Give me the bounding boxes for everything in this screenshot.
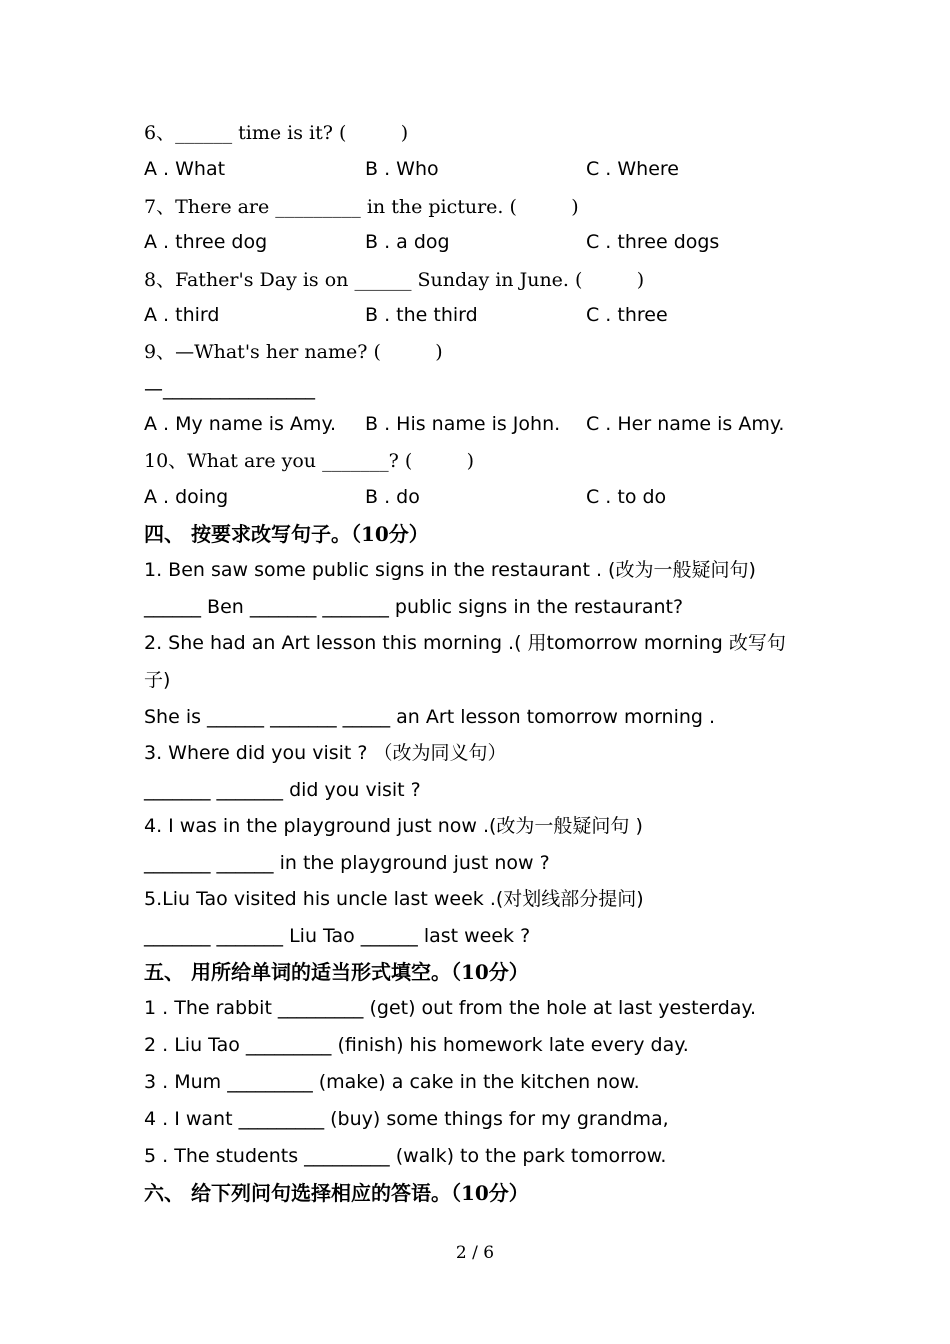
question-10-option-c: C . to do <box>586 486 667 508</box>
question-8-stem: 8、Father's Day is on ______ Sunday in June. ( ) <box>144 269 645 291</box>
question-8-option-b: B . the third <box>365 304 478 326</box>
question-10-option-a: A . doing <box>144 486 229 508</box>
section-5-line: 4 . I want _________ (buy) some things for my grandma, <box>144 1108 669 1130</box>
question-10-option-b: B . do <box>365 486 420 508</box>
question-8-option-c: C . three <box>586 304 668 326</box>
section-4-line: 子) <box>144 669 171 691</box>
section-4-line: _______ _______ did you visit ? <box>144 779 421 801</box>
section-4-line: 4. I was in the playground just now .(改为一般疑问句 ) <box>144 815 643 837</box>
section-5-line: 5 . The students _________ (walk) to the park tomorrow. <box>144 1145 667 1167</box>
section-4-line: 3. Where did you visit ? （改为同义句） <box>144 742 507 764</box>
question-7-stem: 7、There are _________ in the picture. ( ) <box>144 196 579 218</box>
question-9-option-c: C . Her name is Amy. <box>586 413 785 435</box>
section-4-line: _______ ______ in the playground just now ? <box>144 852 550 874</box>
section-5-line: 1 . The rabbit _________ (get) out from the hole at last yesterday. <box>144 997 757 1019</box>
section-4-line: 5.Liu Tao visited his uncle last week .(对划线部分提问) <box>144 888 644 910</box>
question-7-option-b: B . a dog <box>365 231 450 253</box>
section-4-heading: 四、 按要求改写句子。（10分） <box>144 522 429 546</box>
question-10-stem: 10、What are you _______? ( ) <box>144 450 474 472</box>
section-4-line: She is ______ _______ _____ an Art lesson tomorrow morning . <box>144 706 716 728</box>
section-4-line: 1. Ben saw some public signs in the restaurant . (改为一般疑问句) <box>144 559 756 581</box>
question-9-option-b: B . His name is John. <box>365 413 561 435</box>
question-9-answer-line: —________________ <box>144 378 315 400</box>
section-4-line: ______ Ben _______ _______ public signs in the restaurant? <box>144 596 684 618</box>
question-6-option-b: B . Who <box>365 158 439 180</box>
question-7-option-a: A . three dog <box>144 231 268 253</box>
section-4-line: 2. She had an Art lesson this morning .( 用tomorrow morning 改写句 <box>144 632 786 654</box>
question-6-stem: 6、______ time is it? ( ) <box>144 122 409 144</box>
section-5-line: 2 . Liu Tao _________ (finish) his homework late every day. <box>144 1034 689 1056</box>
page-number: 2 / 6 <box>455 1243 495 1263</box>
question-9-stem: 9、—What's her name? ( ) <box>144 341 443 363</box>
question-6-option-a: A . What <box>144 158 226 180</box>
question-7-option-c: C . three dogs <box>586 231 720 253</box>
section-6-heading: 六、 给下列问句选择相应的答语。（10分） <box>144 1181 529 1205</box>
section-4-line: _______ _______ Liu Tao ______ last week ? <box>144 925 531 947</box>
section-5-heading: 五、 用所给单词的适当形式填空。（10分） <box>144 960 529 984</box>
section-5-line: 3 . Mum _________ (make) a cake in the kitchen now. <box>144 1071 640 1093</box>
question-8-option-a: A . third <box>144 304 220 326</box>
question-9-option-a: A . My name is Amy. <box>144 413 337 435</box>
question-6-option-c: C . Where <box>586 158 679 180</box>
